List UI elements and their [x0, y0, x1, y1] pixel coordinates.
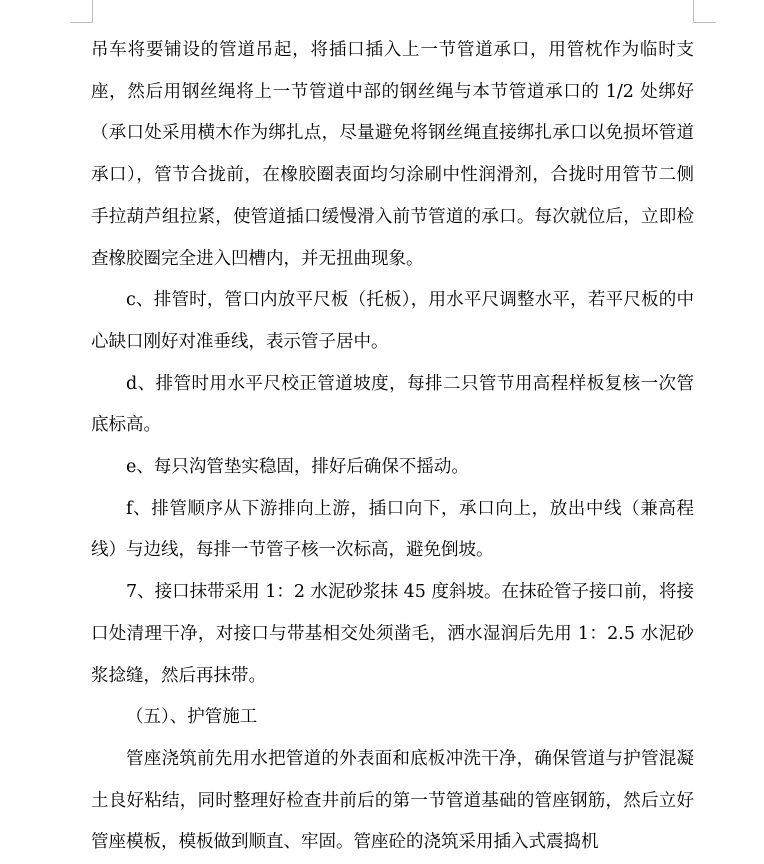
margin-corner-mark-left	[70, 0, 93, 23]
document-body	[91, 30, 694, 864]
paragraph-item-e: e、每只沟管垫实稳固，排好后确保不摇动。	[126, 457, 469, 478]
paragraph-item-f: f、排管顺序从下游排向上游，插口向下，承口向上，放出中线（兼高程线）与边线，每排一节管子核一次标高，避免倒坡。	[91, 498, 694, 561]
section-heading-pipe-protection: （五）、护管施工	[126, 707, 258, 728]
paragraph-item-7: 7、接口抹带采用 1：2 水泥砂浆抹 45 度斜坡。在抹砼管子接口前，将接口处清理干净，对接口与带基相交处须凿毛，洒水湿润后先用 1：2.5 水泥砂浆捻缝，然后再抹带。	[91, 582, 694, 686]
paragraph-pipe-base-pouring: 管座浇筑前先用水把管道的外表面和底板冲洗干净，确保管道与护管混凝土良好粘结，同时整理好检查井前后的第一节管道基础的管座钢筋，然后立好管座模板，模板做到顺直、牢固。管座砼的浇筑采用插入式震捣机	[91, 748, 694, 853]
margin-corner-mark-right	[693, 0, 716, 23]
paragraph-crane-lifting: 吊车将要铺设的管道吊起，将插口插入上一节管道承口，用管枕作为临时支座，然后用钢丝绳将上一节管道中部的钢丝绳与本节管道承口的 1/2 处绑好（承口处采用横木作为绑扎点，尽量避免将钢丝绳直接绑扎承口以免损坏管道承口），管节合拢前，在橡胶圈表面均匀涂刷中性润滑剂，合拢时用管节二侧手拉葫芦组拉紧，使管道插口缓慢滑入前节管道的承口。每次就位后，立即检查橡胶圈完全进入凹槽内，并无扭曲现象。	[91, 40, 694, 269]
paragraph-item-c: c、排管时，管口内放平尺板（托板），用水平尺调整水平，若平尺板的中心缺口刚好对准垂线，表示管子居中。	[91, 290, 694, 352]
paragraph-item-d: d、排管时用水平尺校正管道坡度，每排二只管节用高程样板复核一次管底标高。	[91, 373, 694, 436]
